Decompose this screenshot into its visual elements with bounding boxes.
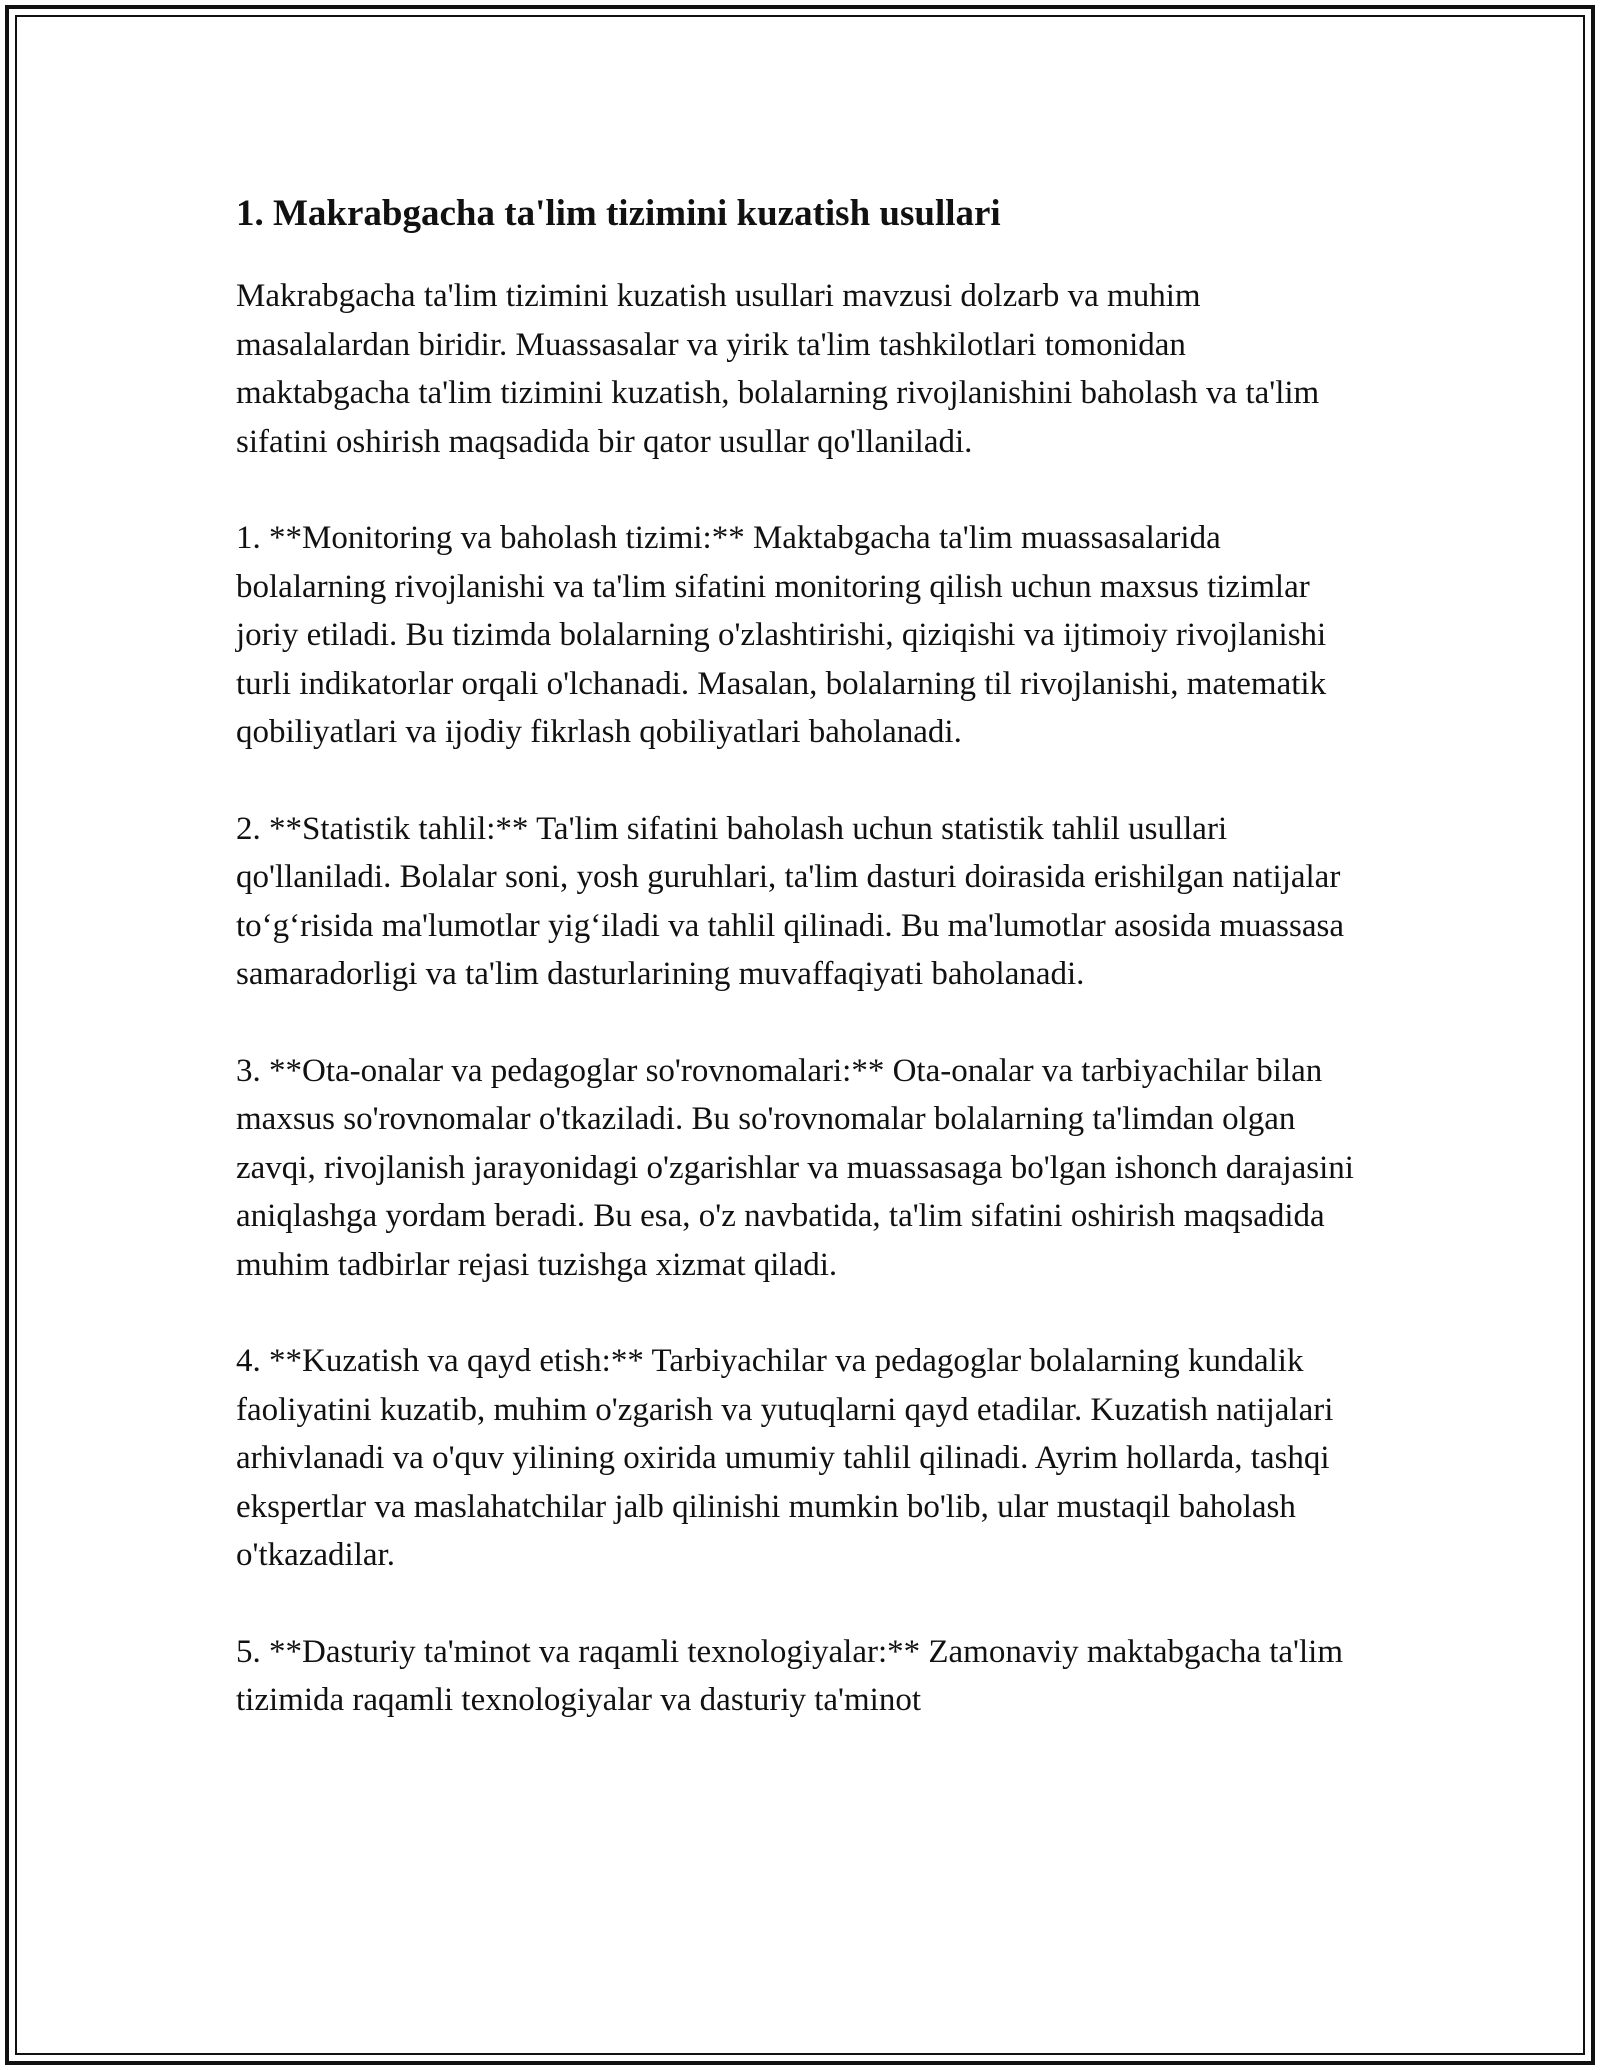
paragraph-software: 5. **Dasturiy ta'minot va raqamli texnologiyalar:** Zamonaviy maktabgacha ta'lim tizimida raqamli texnologiyalar va dasturiy ta'minot — [236, 1633, 1343, 1718]
paragraph-statistics: 2. **Statistik tahlil:** Ta'lim sifatini baholash uchun statistik tahlil usullari qo'llaniladi. Bolalar soni, yosh guruhlari, ta'lim dasturi doirasida erishilgan natijalar to‘g‘risida ma'lumotlar yig‘iladi va tahlil qilinadi. Bu ma'lumotlar asosida muassasa samaradorligi va ta'lim dasturlarining muvaffaqiyati baholanadi. — [236, 810, 1344, 992]
paragraph-observation: 4. **Kuzatish va qayd etish:** Tarbiyachilar va pedagoglar bolalarning kundalik faoliyatini kuzatib, muhim o'zgarish va yutuqlarni qayd etadilar. Kuzatish natijalari arhivlanadi va o'quv yilining oxirida umumiy tahlil qilinadi. Ayrim hollarda, tashqi ekspertlar va maslahatchilar jalb qilinishi mumkin bo'lib, ular mustaqil baholash o'tkazadilar. — [236, 1343, 1334, 1573]
document-title: 1. Makrabgacha ta'lim tizimini kuzatish usullari — [236, 193, 1001, 234]
intro-paragraph: Makrabgacha ta'lim tizimini kuzatish usullari mavzusi dolzarb va muhim masalalardan biridir. Muassasalar va yirik ta'lim tashkilotlari tomonidan maktabgacha ta'lim tizimini kuzatish, bolalarning rivojlanishini baholash va ta'lim sifatini oshirish maqsadida bir qator usullar qo'llaniladi. — [236, 278, 1320, 460]
paragraph-monitoring: 1. **Monitoring va baholash tizimi:** Maktabgacha ta'lim muassasalarida bolalarning rivojlanishi va ta'lim sifatini monitoring qilish uchun maxsus tizimlar joriy etiladi. Bu tizimda bolalarning o'zlashtirishi, qiziqishi va ijtimoiy rivojlanishi turli indikatorlar orqali o'lchanadi. Masalan, bolalarning til rivojlanishi, matematik qobiliyatlari va ijodiy fikrlash qobiliyatlari baholanadi. — [236, 520, 1327, 750]
document-body — [236, 186, 1366, 1773]
paragraph-surveys: 3. **Ota-onalar va pedagoglar so'rovnomalari:** Ota-onalar va tarbiyachilar bilan maxsus so'rovnomalar o'tkaziladi. Bu so'rovnomalar bolalarning ta'limdan olgan zavqi, rivojlanish jarayonidagi o'zgarishlar va muassasaga bo'lgan ishonch darajasini aniqlashga yordam beradi. Bu esa, o'z navbatida, ta'lim sifatini oshirish maqsadida muhim tadbirlar rejasi tuzishga xizmat qiladi. — [236, 1052, 1354, 1283]
